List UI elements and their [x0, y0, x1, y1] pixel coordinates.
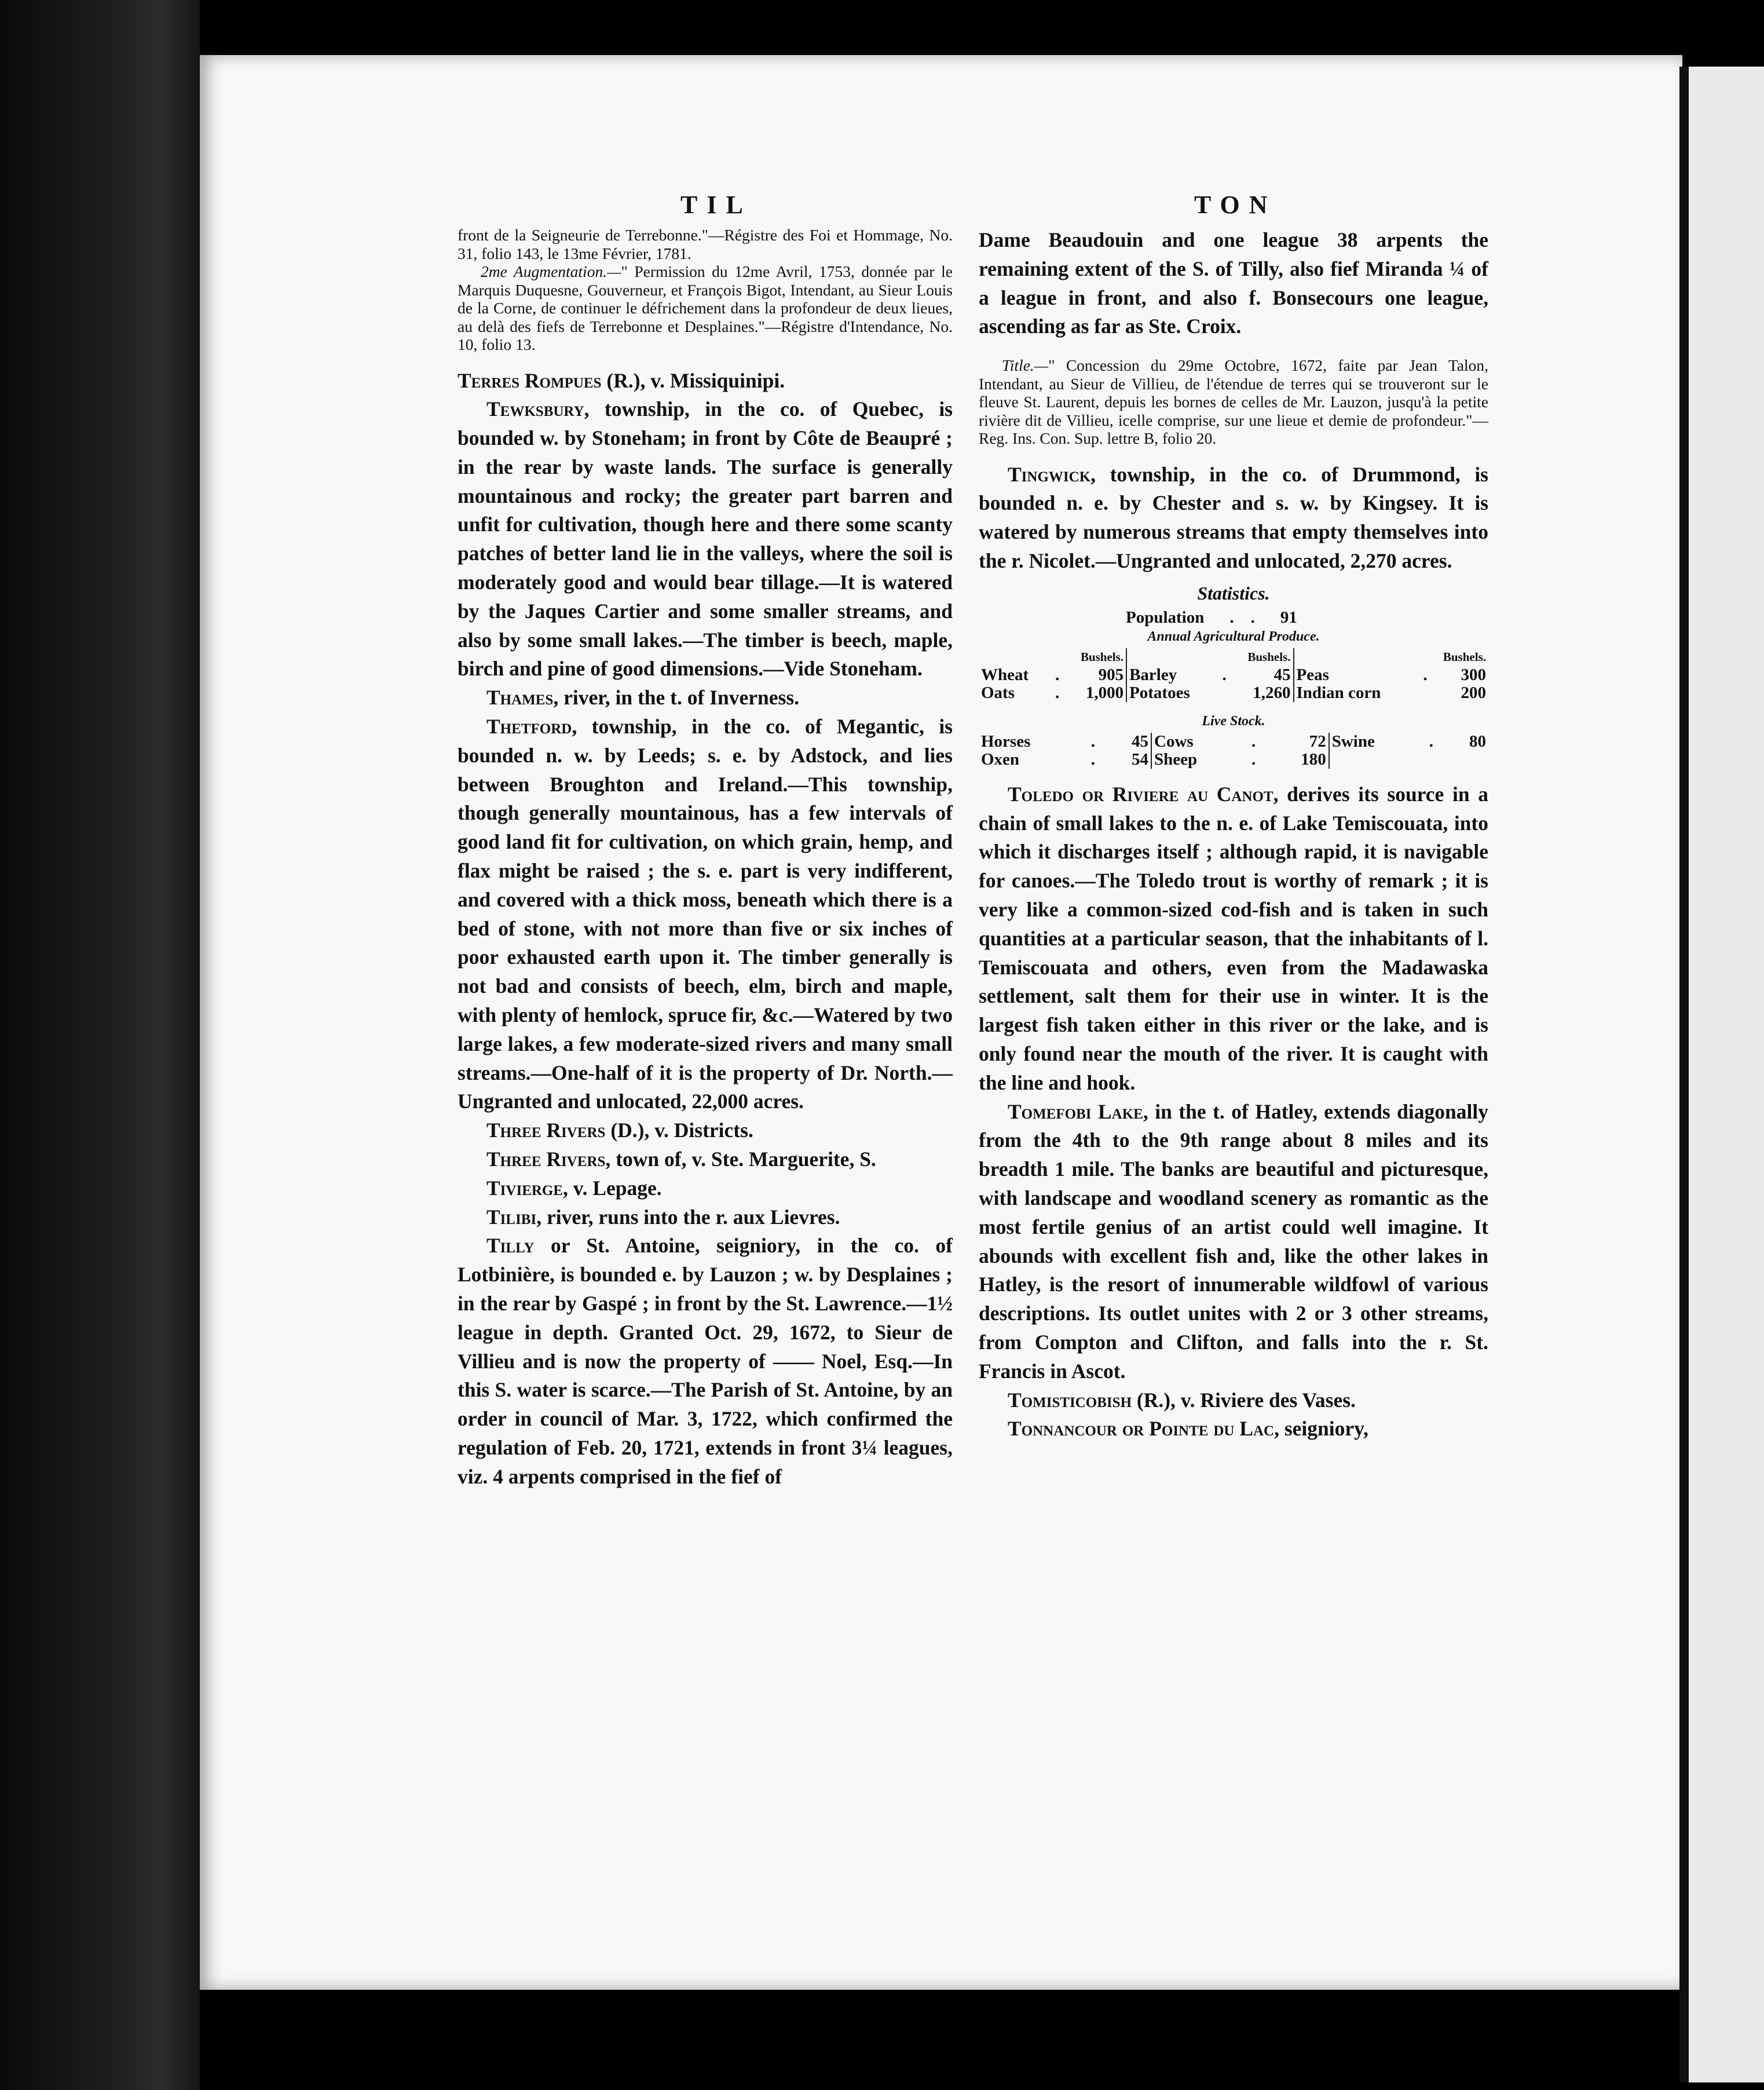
entry-head: Tilly: [486, 1234, 535, 1258]
table-cell: Cows: [1154, 732, 1194, 751]
table-cell: [1445, 751, 1488, 769]
table-header-row: [979, 648, 1488, 666]
entry-head: Thetford: [486, 715, 572, 739]
continuation-text: Dame Beaudouin and one league 38 arpents the remaining extent of the S. of Tilly, also fief Miranda ¼ of a league in front, and also f. Bonsecours one league, ascending as far as Ste. Croix.: [979, 228, 1488, 338]
table-cell: Oxen: [981, 750, 1020, 769]
entry-head: Tomisticobish: [1008, 1388, 1132, 1412]
adjacent-page-edge: [1679, 67, 1764, 2082]
right-entries-2: [979, 780, 1488, 1444]
entry-text: , township, in the co. of Megantic, is bounded n. w. by Leeds; s. e. by Adstock, and lies between Broughton and Ireland.—This township, though generally mountainous, has a few intervals of good land fit for cultivation, on which grain, hemp, and flax might be raised ; the s. e. part is very indifferent, and covered with a thick moss, beneath which there is a bed of stone, with not more than five or six inches of poor exhausted earth upon it. The timber generally is not bad and consists of beech, elm, birch and maple, with plenty of hemlock, spruce fir, &c.—Watered by two large lakes, a few moderate-sized rivers and many small streams.—One-half of it is the property of Dr. North.—Ungranted and unlocated, 22,000 acres.: [458, 715, 953, 1113]
table-cell: Indian corn: [1296, 683, 1381, 702]
entry-text: , township, in the co. of Quebec, is bounded w. by Stoneham; in front by Côte de Beaupré ; in the rear by waste lands. The surface is generally mountainous and rocky; the greater part barren and unfit for cultivation, though here and there some scanty patches of better land lie in the valleys, where the soil is moderately good and would bear tillage.—It is watered by the Jaques Cartier and some smaller streams, and also by some small lakes.—The timber is beech, maple, birch and pine of good dimensions.—Vide Stoneham.: [458, 397, 953, 681]
table-cell: 905: [1066, 666, 1126, 684]
entry-text: , derives its source in a chain of small lakes to the n. e. of Lake Temiscouata, into which it discharges itself ; although rapid, it is navigable for canoes.—The Toledo trout is worthy of remark ; it is very like a common-sized cod-fish and is taken in such quantities at a particular season, that the inhabitants of l. Temiscouata and others, even from the Madawaska settlement, salt them for their use in winter. It is the largest fish taken either in this river or the lake, and is only found near the mouth of the river. It is caught with the line and hook.: [979, 782, 1488, 1094]
entry-head: Tonnancour or Pointe du Lac: [1008, 1417, 1275, 1441]
entry-thames: [458, 684, 953, 712]
augmentation-text: " Permission du 12me Avril, 1753, donnée par le Marquis Duquesne, Gouverneur, et François Bigot, Intendant, au Sieur Louis de la Corne, de continuer le défrichement dans la profondeur de deux lieues, au delà des fiefs de Terrebonne et Desplaines."—Régistre d'Intendance, No. 10, folio 13.: [458, 262, 953, 353]
table-cell: Oats: [981, 683, 1015, 702]
entry-text: , seigniory,: [1274, 1417, 1368, 1441]
table-cell: 200: [1461, 683, 1486, 702]
entry-head: Tivierge: [486, 1176, 563, 1200]
table-cell: 45: [1232, 666, 1293, 684]
entry-text: (D.), v. Districts.: [605, 1119, 753, 1142]
population-value: 91: [1280, 608, 1297, 627]
entry-head: Three Rivers: [486, 1119, 606, 1142]
leader-dots: . .: [1229, 608, 1255, 627]
augmentation-paragraph: [458, 262, 953, 354]
entry-head: Tewksbury: [486, 397, 584, 421]
table-cell: Swine: [1331, 732, 1375, 751]
entry-tonnancour: [979, 1415, 1488, 1444]
right-column: [979, 226, 1488, 1444]
table-cell: 1,260: [1232, 684, 1293, 702]
table-row: Oxen . 54 Sheep . 180: [979, 751, 1488, 769]
title-label: Title.—: [1002, 356, 1049, 375]
live-stock-table: [979, 733, 1488, 769]
entry-tewksbury: [458, 395, 953, 684]
entry-head: Tingwick: [1008, 462, 1091, 486]
entry-text: , town of, v. Ste. Marguerite, S.: [605, 1148, 876, 1171]
entry-three-rivers-town: [458, 1145, 953, 1174]
entry-head: Tomefobi Lake: [1008, 1099, 1143, 1123]
table-cell: Sheep: [1154, 750, 1198, 769]
table-row: [1123, 609, 1300, 627]
entry-text: , river, in the t. of Inverness.: [553, 686, 800, 710]
bushels-header: Bushels.: [1443, 649, 1486, 664]
table-row: Wheat . 905 Barley . 45 Peas . 300: [979, 666, 1488, 684]
table-cell: 180: [1267, 751, 1329, 769]
book-binding: [0, 0, 200, 2090]
entry-text: , river, runs into the r. aux Lievres.: [536, 1205, 840, 1229]
title-paragraph: [979, 356, 1488, 448]
entry-tivierge: [458, 1174, 953, 1203]
entry-tomisticobish: [979, 1386, 1488, 1415]
table-cell: Horses: [981, 732, 1031, 751]
title-block: [979, 356, 1488, 448]
table-cell: 1,000: [1066, 684, 1126, 702]
entry-tilly: [458, 1232, 953, 1491]
right-entries-1: [979, 461, 1488, 576]
right-continuation: [979, 226, 1488, 341]
entry-head: Three Rivers: [486, 1148, 606, 1171]
statistics-title: Statistics.: [1197, 582, 1270, 604]
entry-text: or St. Antoine, seigniory, in the co. of Lotbinière, is bounded e. by Lauzon ; w. by Desplaines ; in the rear by Gaspé ; in front by the St. Lawrence.—1½ league in depth. Granted Oct. 29, 1672, to Sieur de Villieu and is now the property of —— Noel, Esq.—In this S. water is scarce.—The Parish of St. Antoine, by an order in council of Mar. 3, 1722, which confirmed the regulation of Feb. 20, 1721, extends in front 3¼ leagues, viz. 4 arpents comprised in the fief of: [458, 1234, 953, 1488]
entry-tingwick: [979, 461, 1488, 576]
entry-tomefobi: [979, 1098, 1488, 1386]
population-table: [1123, 609, 1300, 627]
table-row: Horses . 45 Cows . 72 Swine . 80: [979, 733, 1488, 751]
entry-text: , v. Lepage.: [563, 1176, 662, 1200]
table-cell: Potatoes: [1129, 683, 1190, 702]
table-cell: 300: [1461, 665, 1486, 684]
entry-three-rivers-district: [458, 1116, 953, 1145]
produce-table: [979, 648, 1488, 702]
running-head-left: TIL: [680, 191, 752, 219]
entry-terres-rompues: [458, 367, 953, 396]
bushels-header: Bushels.: [1220, 648, 1293, 666]
bushels-header: Bushels.: [1053, 648, 1126, 666]
live-stock-title: Live Stock.: [1202, 713, 1265, 729]
continuation-text: front de la Seigneurie de Terrebonne."—Régistre des Foi et Hommage, No. 31, folio 143, le 13me Février, 1781.: [458, 226, 953, 262]
entry-toledo: [979, 780, 1488, 1098]
table-cell: Wheat: [981, 665, 1029, 684]
running-head-right: TON: [1194, 191, 1277, 219]
entry-text: (R.), v. Riviere des Vases.: [1132, 1388, 1356, 1412]
title-text: " Concession du 29me Octobre, 1672, faite par Jean Talon, Intendant, au Sieur de Villieu, de l'étendue de terres qui se trouveront sur le fleuve St. Laurent, depuis les bornes de celles de Mr. Lauzon, jusqu'à la petite rivière dit de Villieu, icelle comprise, sur une lieue et demie de profondeur."—Reg. Ins. Con. Sup. lettre B, folio 20.: [979, 356, 1488, 448]
entry-head: Tilibi: [486, 1205, 537, 1229]
table-cell: Barley: [1129, 665, 1177, 684]
table-cell: 45: [1107, 733, 1151, 751]
left-column: [458, 226, 953, 1492]
table-cell: 54: [1107, 751, 1151, 769]
table-cell: Peas: [1296, 665, 1329, 684]
entry-text: (R.), v. Missiquinipi.: [601, 368, 785, 392]
table-cell: 80: [1469, 732, 1486, 751]
entry-thetford: [458, 712, 953, 1116]
table-cell: [1329, 751, 1427, 769]
table-row: Oats . 1,000 Potatoes 1,260 Indian corn 200: [979, 684, 1488, 702]
left-entries: [458, 367, 953, 1492]
left-continuation-block: [458, 226, 953, 354]
augmentation-label: 2me Augmentation.—: [481, 262, 621, 280]
entry-head: Toledo or Riviere au Canot: [1008, 782, 1273, 806]
entry-tilibi: [458, 1203, 953, 1232]
table-cell: 72: [1267, 733, 1329, 751]
population-label: Population: [1126, 608, 1205, 627]
entry-text: , in the t. of Hatley, extends diagonally from the 4th to the 9th range about 8 miles and its breadth 1 mile. The banks are beautiful and picturesque, with landscape and woodland scenery as romantic as the most fertile genius of an artist could well imagine. It abounds with excellent fish and, like the other lakes in Hatley, is the resort of innumerable wildfowl of various descriptions. Its outlet unites with 2 or 3 other streams, from Compton and Clifton, and falls into the r. St. Francis in Ascot.: [979, 1099, 1488, 1383]
entry-head: Terres Rompues: [458, 368, 602, 392]
entry-head: Thames: [486, 686, 554, 710]
produce-title: Annual Agricultural Produce.: [1147, 629, 1320, 644]
entry-text: , township, in the co. of Drummond, is bounded n. e. by Chester and s. w. by Kingsey. It is watered by numerous streams that empty themselves into the r. Nicolet.—Ungranted and unlocated, 2,270 acres.: [979, 462, 1488, 573]
